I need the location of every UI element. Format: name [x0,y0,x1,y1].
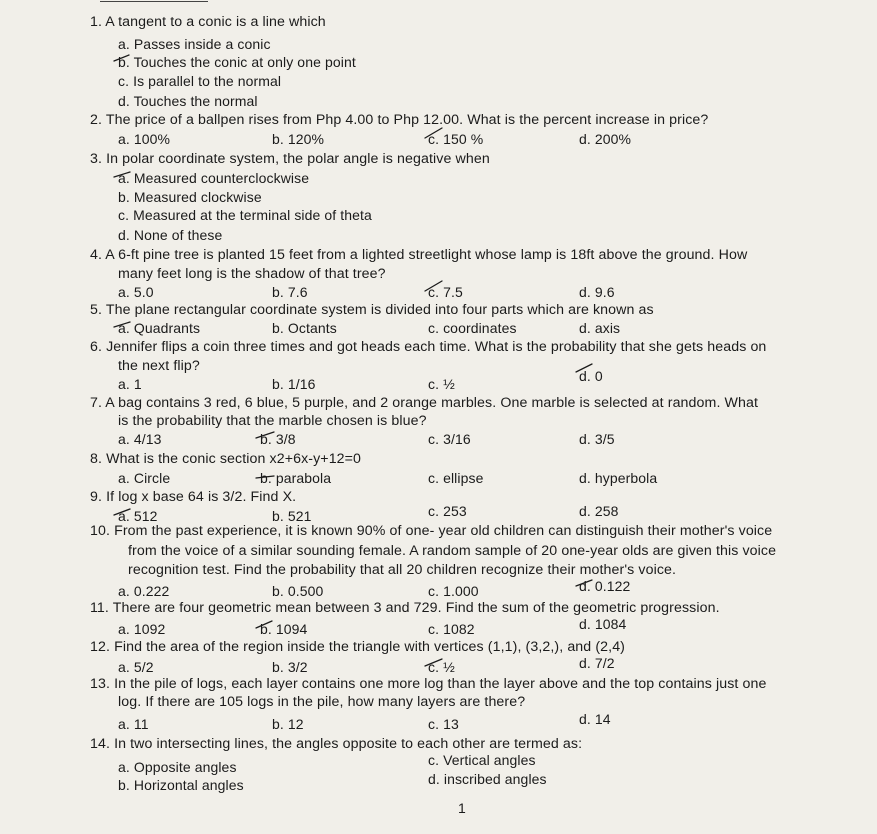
question-2: 2. The price of a ballpen rises from Php 4.00 to Php 12.00. What is the percent increase in price? [90,112,709,128]
q8-option-c: c. ellipse [428,470,484,486]
q7-option-b: b. 3/8 [260,431,296,447]
question-11: 11. There are four geometric mean between 3 and 729. Find the sum of the geometric progression. [90,600,720,616]
q6-option-b: b. 1/16 [272,376,316,392]
question-13-continued: log. If there are 105 logs in the pile, how many layers are there? [118,694,526,710]
q9-option-d: d. 258 [579,503,619,519]
q11-option-a: a. 1092 [118,621,166,637]
q12-option-a: a. 5/2 [118,659,154,675]
q4-option-b: b. 7.6 [272,284,308,300]
q1-option-a: a. Passes inside a conic [118,36,271,52]
q3-option-d: d. None of these [118,227,223,243]
q4-option-d: d. 9.6 [579,284,615,300]
q7-option-c: c. 3/16 [428,431,471,447]
q3-option-c: c. Measured at the terminal side of theta [118,207,372,223]
page-number: 1 [458,800,466,816]
question-4: 4. A 6-ft pine tree is planted 15 feet from a lighted streetlight whose lamp is 18ft above the ground. How [90,247,748,263]
q11-option-b: b. 1094 [260,621,308,637]
question-14: 14. In two intersecting lines, the angles opposite to each other are termed as: [90,736,583,752]
q12-option-d: d. 7/2 [579,655,615,671]
q5-option-a: a. Quadrants [118,320,201,336]
question-7: 7. A bag contains 3 red, 6 blue, 5 purple, and 2 orange marbles. One marble is selected at random. What [90,395,759,411]
question-4-continued: many feet long is the shadow of that tree? [118,266,386,282]
q4-option-a: a. 5.0 [118,284,154,300]
q10-option-a: a. 0.222 [118,583,170,599]
question-1: 1. A tangent to a conic is a line which [90,14,326,30]
q13-option-c: c. 13 [428,716,459,732]
q8-option-d: d. hyperbola [579,470,658,486]
q3-option-b: b. Measured clockwise [118,189,262,205]
q6-option-a: a. 1 [118,376,142,392]
q6-option-d: d. 0 [579,368,603,384]
q2-option-a: a. 100% [118,131,171,147]
q13-option-b: b. 12 [272,716,304,732]
q11-option-d: d. 1084 [579,616,627,632]
q7-option-d: d. 3/5 [579,431,615,447]
q5-option-d: d. axis [579,320,621,336]
question-12: 12. Find the area of the region inside the triangle with vertices (1,1), (3,2,), and (2,4) [90,639,626,655]
q7-option-a: a. 4/13 [118,431,162,447]
question-10-continued-1: from the voice of a similar sounding female. A random sample of 20 one-year olds are given this voice [128,543,777,559]
question-3: 3. In polar coordinate system, the polar angle is negative when [90,151,490,167]
q1-option-d: d. Touches the normal [118,93,258,109]
q2-option-d: d. 200% [579,131,632,147]
q3-option-a: a. Measured counterclockwise [118,170,310,186]
question-10-continued-2: recognition test. Find the probability that all 20 children recognize their mother's voice. [128,562,677,578]
q8-option-b: b. parabola [260,470,332,486]
q14-option-d: d. inscribed angles [428,771,547,787]
q10-option-d: d. 0.122 [579,578,631,594]
q14-option-c: c. Vertical angles [428,752,536,768]
q10-option-c: c. 1.000 [428,583,479,599]
q9-option-a: a. 512 [118,508,158,524]
q5-option-c: c. coordinates [428,320,517,336]
q13-option-d: d. 14 [579,711,611,727]
question-6-continued: the next flip? [118,358,200,374]
q2-option-c: c. 150 % [428,131,484,147]
q14-option-b: b. Horizontal angles [118,777,244,793]
q4-option-c: c. 7.5 [428,284,463,300]
q10-option-b: b. 0.500 [272,583,324,599]
top-rule [100,1,208,2]
q6-option-c: c. ½ [428,376,455,392]
question-9: 9. If log x base 64 is 3/2. Find X. [90,489,297,505]
q5-option-b: b. Octants [272,320,337,336]
question-10: 10. From the past experience, it is known 90% of one- year old children can distinguish their mother's voice [90,523,773,539]
q1-option-c: c. Is parallel to the normal [118,73,282,89]
q12-option-b: b. 3/2 [272,659,308,675]
q9-option-c: c. 253 [428,503,467,519]
question-6: 6. Jennifer flips a coin three times and got heads each time. What is the probability that she gets heads on [90,339,767,355]
question-8: 8. What is the conic section x2+6x-y+12=0 [90,451,362,467]
question-13: 13. In the pile of logs, each layer contains one more log than the layer above and the top contains just one [90,676,767,692]
q14-option-a: a. Opposite angles [118,759,237,775]
question-5: 5. The plane rectangular coordinate system is divided into four parts which are known as [90,302,654,318]
q12-option-c: c. ½ [428,659,455,675]
q2-option-b: b. 120% [272,131,325,147]
q13-option-a: a. 11 [118,716,149,732]
q9-option-b: b. 521 [272,508,312,524]
q11-option-c: c. 1082 [428,621,475,637]
q1-option-b: b. Touches the conic at only one point [118,54,356,70]
q8-option-a: a. Circle [118,470,171,486]
question-7-continued: is the probability that the marble chosen is blue? [118,413,427,429]
